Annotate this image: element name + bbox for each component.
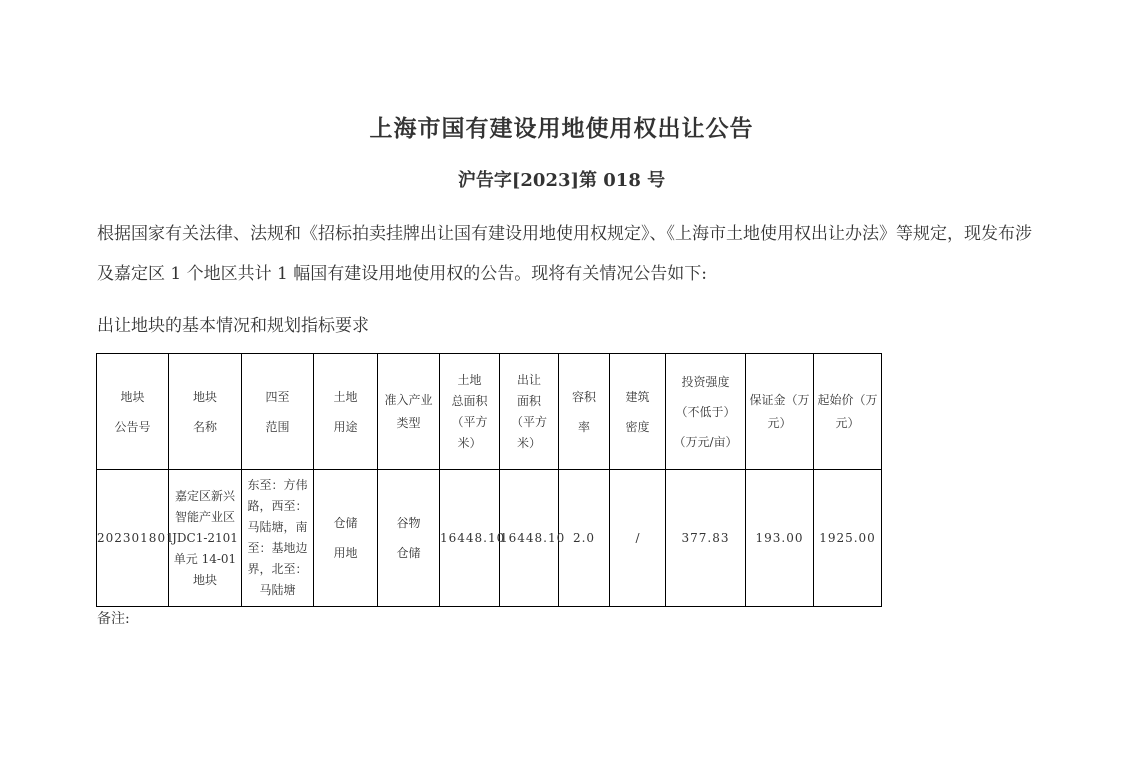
cell-industry: 谷物 仓储 [378, 470, 440, 607]
cell-transfer-area: 16448.10 [500, 470, 559, 607]
plot-table [96, 353, 882, 607]
cell-deposit: 193.00 [746, 470, 814, 607]
remark-label: 备注: [97, 611, 130, 627]
header-start-price: 起始价（万 元） [814, 354, 882, 470]
cell-start-price: 1925.00 [814, 470, 882, 607]
cell-investment: 377.83 [666, 470, 746, 607]
header-total-area: 土地 总面积 （平方 米） [440, 354, 500, 470]
document-number: 沪告字[2023]第 018 号 [457, 170, 666, 191]
header-industry: 准入产业 类型 [378, 354, 440, 470]
table-row [97, 470, 882, 607]
header-plot-no: 地块 公告号 [97, 354, 169, 470]
header-land-use: 土地 用途 [314, 354, 378, 470]
header-investment: 投资强度 （不低于） （万元/亩） [666, 354, 746, 470]
cell-far: 2.0 [559, 470, 610, 607]
header-boundaries: 四至 范围 [242, 354, 314, 470]
header-transfer-area: 出让 面积 （平方 米） [500, 354, 559, 470]
header-far: 容积 率 [559, 354, 610, 470]
cell-total-area: 16448.10 [440, 470, 500, 607]
section-heading: 出让地块的基本情况和规划指标要求 [97, 316, 369, 336]
header-plot-name: 地块 名称 [169, 354, 242, 470]
intro-paragraph: 根据国家有关法律、法规和《招标拍卖挂牌出让国有建设用地使用权规定》、《上海市土地使用权出让办法》等规定，现发布涉及嘉定区 1 个地区共计 1 幅国有建设用地使用权的公告。现将有关情况公告如下: [97, 224, 1032, 284]
cell-plot-no: 202301801 [97, 470, 169, 607]
cell-boundaries: 东至：方伟 路，西至： 马陆塘，南 至：基地边 界，北至： 马陆塘 [242, 470, 314, 607]
table-header-row [97, 354, 882, 470]
header-deposit: 保证金（万 元） [746, 354, 814, 470]
cell-land-use: 仓储 用地 [314, 470, 378, 607]
cell-density: / [610, 470, 666, 607]
cell-plot-name: 嘉定区新兴 智能产业区 JDC1-2101 单元 14-01 地块 [169, 470, 242, 607]
document-title: 上海市国有建设用地使用权出让公告 [369, 115, 754, 142]
header-density: 建筑 密度 [610, 354, 666, 470]
